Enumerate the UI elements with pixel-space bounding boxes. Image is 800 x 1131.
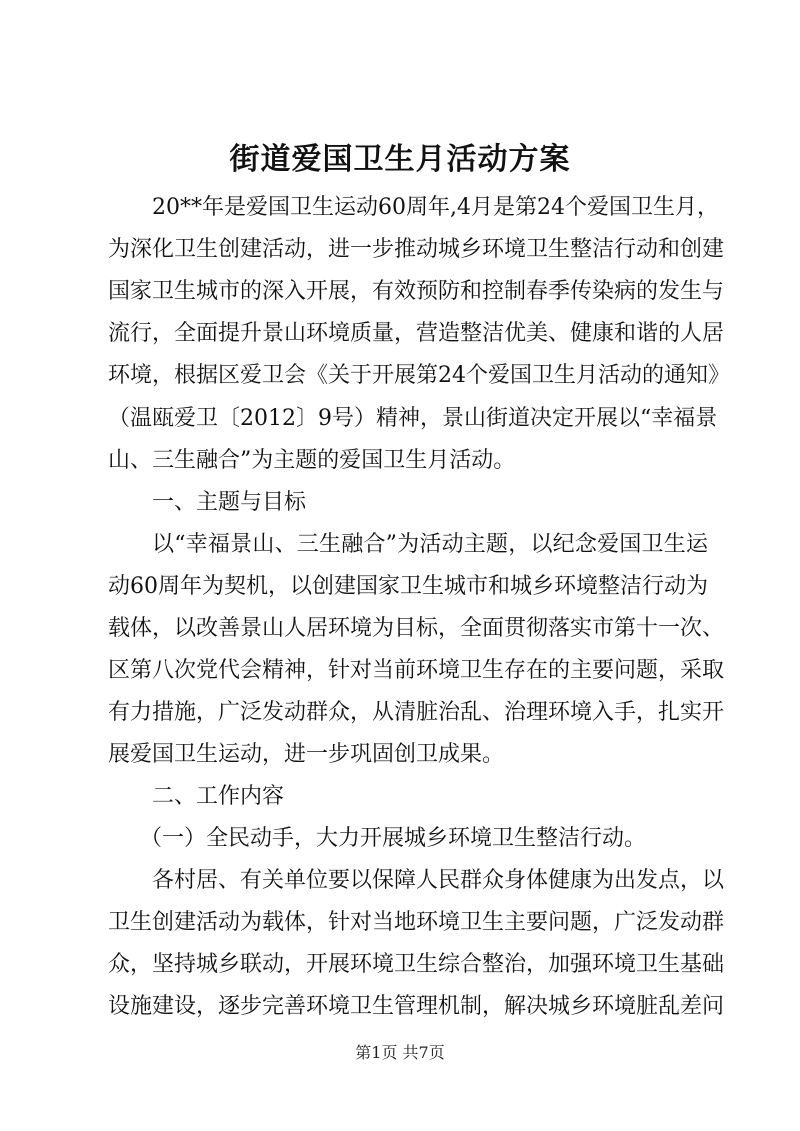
paragraph-2-line-2: 动60周年为契机，以创建国家卫生城市和城乡环境整洁行动为 — [108, 574, 708, 599]
paragraph-1-line-1: 20**年是爱国卫生运动60周年,4月是第24个爱国卫生月， — [152, 195, 719, 220]
paragraph-2-line-6: 展爱国卫生运动，进一步巩固创卫成果。 — [108, 742, 505, 767]
paragraph-2-line-1: 以“幸福景山、三生融合”为活动主题，以纪念爱国卫生运 — [152, 532, 708, 557]
section-heading-1: 一、主题与目标 — [152, 490, 307, 515]
document-title: 街道爱国卫生月活动方案 — [229, 142, 571, 177]
paragraph-1-line-7: 山、三生融合”为主题的爱国卫生月活动。 — [108, 448, 516, 473]
section-heading-2: 二、工作内容 — [152, 784, 285, 809]
paragraph-1-line-6: （温瓯爱卫〔2012〕9号）精神，景山街道决定开展以“幸福景 — [108, 406, 718, 431]
paragraph-3-line-1: 各村居、有关单位要以保障人民群众身体健康为出发点，以 — [152, 868, 725, 893]
paragraph-3-line-3: 众，坚持城乡联动，开展环境卫生综合整治，加强环境卫生基础 — [108, 952, 725, 977]
sub-heading-1: （一）全民动手，大力开展城乡环境卫生整洁行动。 — [140, 826, 647, 851]
paragraph-2-line-4: 区第八次党代会精神，针对当前环境卫生存在的主要问题，采取 — [108, 658, 725, 683]
page-number-footer: 第1页 共7页 — [355, 1043, 445, 1062]
paragraph-1-line-2: 为深化卫生创建活动，进一步推动城乡环境卫生整洁行动和创建 — [108, 237, 725, 262]
paragraph-1-line-3: 国家卫生城市的深入开展，有效预防和控制春季传染病的发生与 — [108, 279, 725, 304]
paragraph-3-line-2: 卫生创建活动为载体，针对当地环境卫生主要问题，广泛发动群 — [108, 910, 725, 935]
paragraph-2-line-5: 有力措施，广泛发动群众，从清脏治乱、治理环境入手，扎实开 — [108, 700, 725, 725]
paragraph-2-line-3: 载体，以改善景山人居环境为目标，全面贯彻落实市第十一次、 — [108, 616, 725, 641]
paragraph-1-line-5: 环境，根据区爱卫会《关于开展第24个爱国卫生月活动的通知》 — [108, 363, 730, 388]
paragraph-1-line-4: 流行，全面提升景山环境质量，营造整洁优美、健康和谐的人居 — [108, 321, 725, 346]
paragraph-3-line-4: 设施建设，逐步完善环境卫生管理机制，解决城乡环境脏乱差问 — [108, 994, 725, 1019]
